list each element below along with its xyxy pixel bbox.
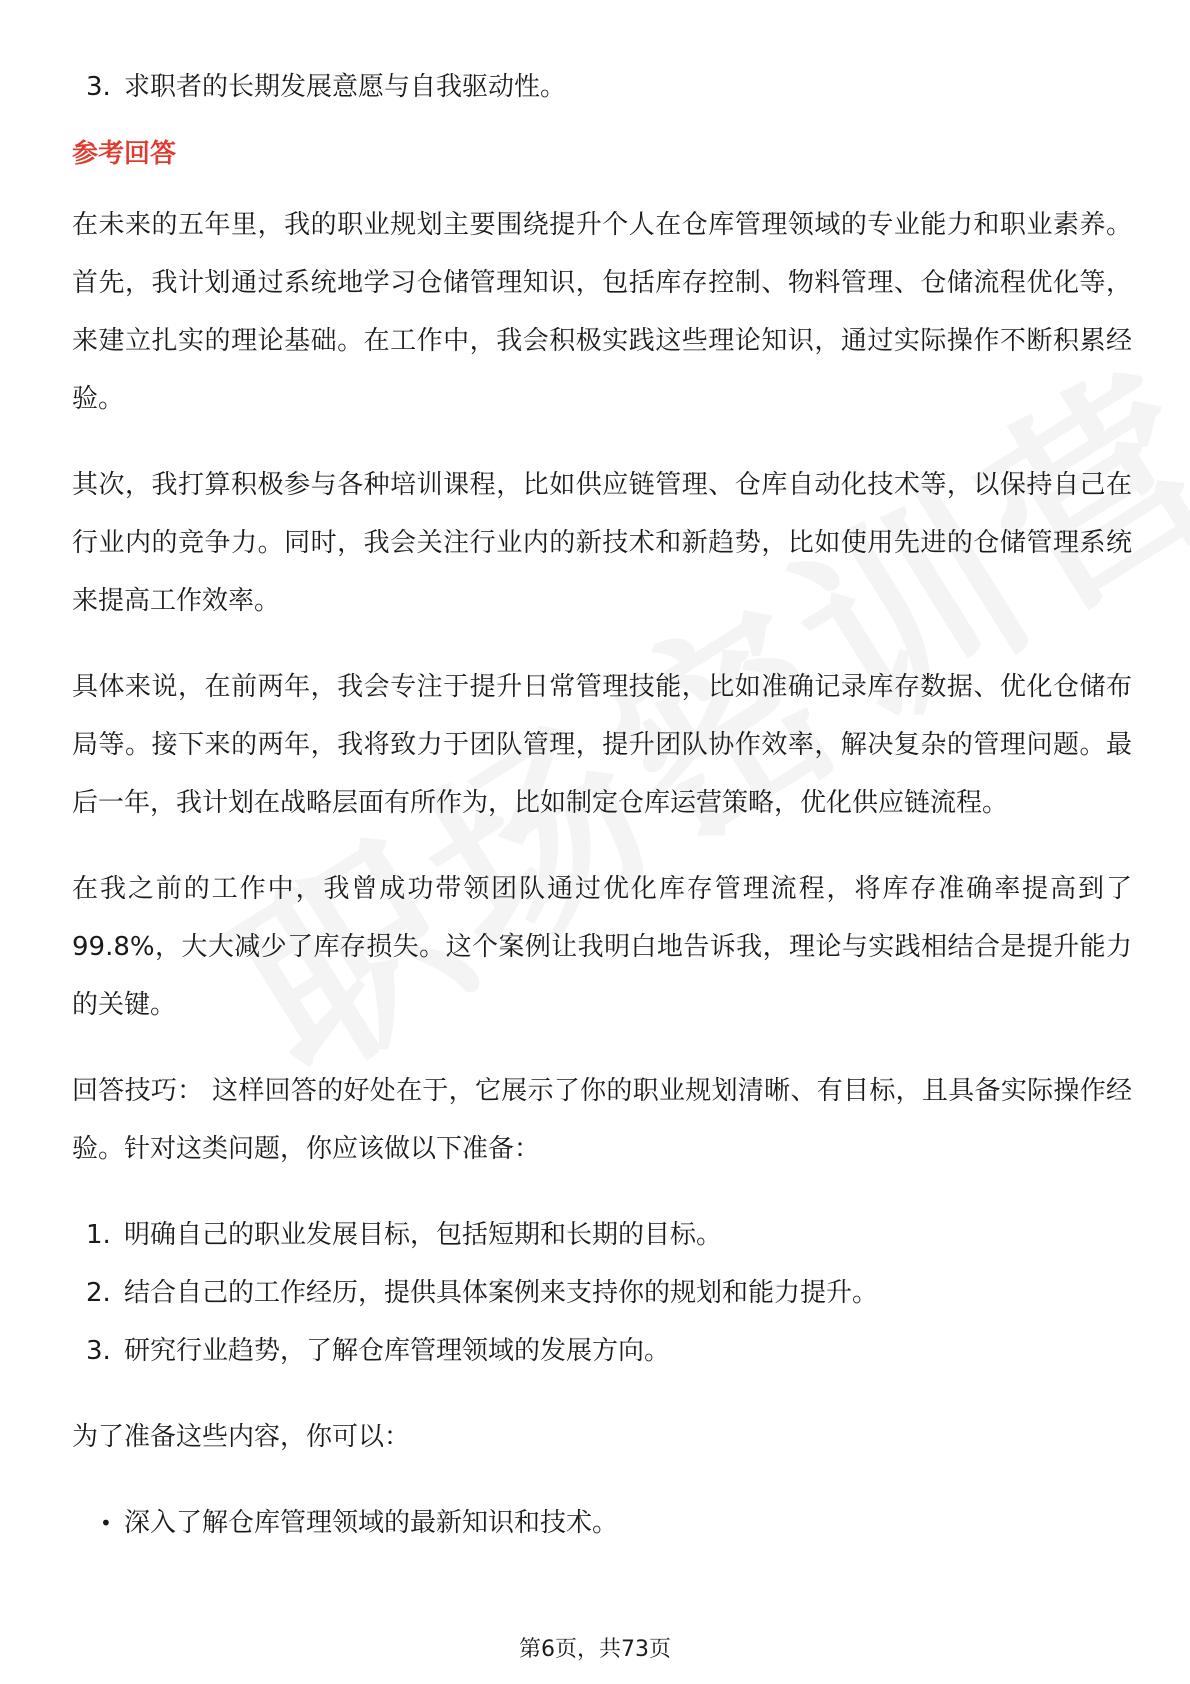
item-number: 1. (86, 1220, 111, 1250)
item-number: 3. (86, 1336, 111, 1366)
tips-paragraph: 回答技巧： 这样回答的好处在于，它展示了你的职业规划清晰、有目标，且具备实际操作经验。针对这类问题，你应该做以下准备： (72, 1076, 1132, 1164)
item-number: 3. (86, 72, 111, 102)
tip-item (72, 1322, 1132, 1380)
item-text: 研究行业趋势，了解仓库管理领域的发展方向。 (124, 1336, 671, 1366)
answer-paragraph: 在未来的五年里，我的职业规划主要围绕提升个人在仓库管理领域的专业能力和职业素养。首先，我计划通过系统地学习仓储管理知识，包括库存控制、物料管理、仓储流程优化等，来建立扎实的理论基础。在工作中，我会积极实践这些理论知识，通过实际操作不断积累经验。 (72, 210, 1132, 414)
item-text: 求职者的长期发展意愿与自我驱动性。 (124, 72, 567, 102)
answer-paragraph: 具体来说，在前两年，我会专注于提升日常管理技能，比如准确记录库存数据、优化仓储布局等。接下来的两年，我将致力于团队管理，提升团队协作效率，解决复杂的管理问题。最后一年，我计划在战略层面有所作为，比如制定仓库运营策略，优化供应链流程。 (72, 672, 1132, 818)
bullet-icon: • (100, 1511, 112, 1535)
item-text: 明确自己的职业发展目标，包括短期和长期的目标。 (124, 1220, 723, 1250)
tip-item (72, 1206, 1132, 1264)
tips-list (72, 1206, 1132, 1380)
page-number: 第6页，共73页 (519, 1637, 671, 1662)
page-content (72, 58, 1132, 1580)
answer-paragraph: 其次，我打算积极参与各种培训课程，比如供应链管理、仓库自动化技术等，以保持自己在行业内的竞争力。同时，我会关注行业内的新技术和新趋势，比如使用先进的仓储管理系统来提高工作效率。 (72, 470, 1132, 616)
item-text: 结合自己的工作经历，提供具体案例来支持你的规划和能力提升。 (124, 1278, 879, 1308)
section-heading: 参考回答 (72, 139, 177, 169)
criteria-item (72, 58, 1132, 116)
item-number: 2. (86, 1278, 111, 1308)
bullet-text: 深入了解仓库管理领域的最新知识和技术。 (124, 1508, 619, 1538)
answer-paragraph: 在我之前的工作中，我曾成功带领团队通过优化库存管理流程，将库存准确率提高到了99.8%，大大减少了库存损失。这个案例让我明白地告诉我，理论与实践相结合是提升能力的关键。 (72, 874, 1132, 1020)
tip-item (72, 1264, 1132, 1322)
bullet-list (72, 1494, 1132, 1552)
prep-intro: 为了准备这些内容，你可以： (72, 1422, 411, 1452)
bullet-item (72, 1494, 1132, 1552)
